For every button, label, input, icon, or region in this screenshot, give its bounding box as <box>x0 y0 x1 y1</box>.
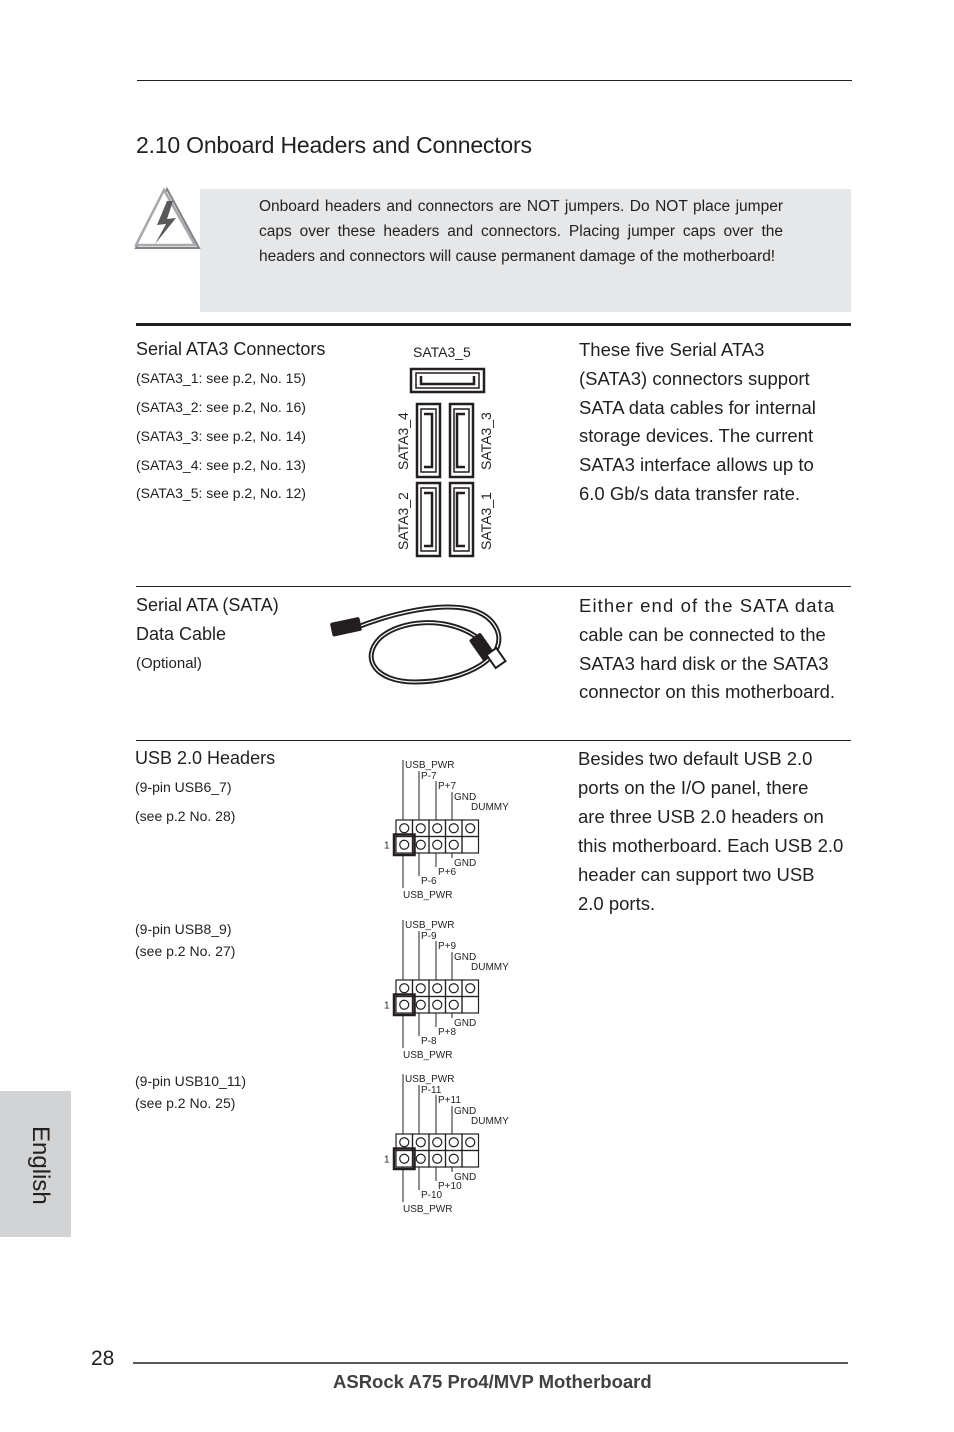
usb-pin <box>449 840 458 849</box>
usb-top-pin-label: USB_PWR <box>405 920 455 931</box>
usb-bottom-pin-label: P-8 <box>421 1036 437 1047</box>
usb8-9-header-diagram <box>380 918 530 1064</box>
usb-header-see: (see p.2 No. 25) <box>135 1095 236 1111</box>
usb-pin-cell <box>462 997 479 1014</box>
usb-pin-cell <box>446 980 463 997</box>
sata3-ref: (SATA3_2: see p.2, No. 16) <box>136 399 306 415</box>
usb-pin <box>466 824 475 833</box>
usb-title: USB 2.0 Headers <box>135 748 276 768</box>
usb-pin <box>400 1138 409 1147</box>
usb-pin <box>400 1000 409 1009</box>
usb-pin1-label: 1 <box>384 840 390 852</box>
usb-top-pin-label: DUMMY <box>471 802 509 813</box>
usb-top-pin-label: P-7 <box>421 771 437 782</box>
usb-bottom-pin-label: P-10 <box>421 1190 443 1201</box>
usb-pin <box>416 1154 425 1163</box>
footer-product: ASRock A75 Pro4/MVP Motherboard <box>333 1371 652 1392</box>
usb-pin <box>449 1138 458 1147</box>
cable-desc-line: Either end of the SATA data <box>579 595 836 616</box>
sata3-5-label: SATA3_5 <box>413 344 471 360</box>
usb-top-pin-label: P+7 <box>438 781 457 792</box>
usb-bottom-pin-label: P+10 <box>438 1181 462 1192</box>
usb-pin <box>449 984 458 993</box>
sata3-ref: (SATA3_3: see p.2, No. 14) <box>136 428 306 444</box>
cable-desc-line: cable can be connected to the <box>579 624 826 645</box>
divider <box>136 740 851 741</box>
warning-lightning-icon <box>133 186 203 252</box>
sata3-1-label: SATA3_1 <box>478 492 494 550</box>
usb-pin-cell <box>429 820 446 837</box>
usb-pin1-marker <box>394 835 415 856</box>
usb-pin1-label: 1 <box>384 1154 390 1166</box>
sata3-desc-line: 6.0 Gb/s data transfer rate. <box>579 483 801 504</box>
usb-bottom-pin-label: GND <box>454 858 477 869</box>
sata3-title: Serial ATA3 Connectors <box>136 339 326 359</box>
usb-pin <box>416 984 425 993</box>
usb-pin1-marker <box>394 1149 415 1170</box>
usb-pin <box>416 840 425 849</box>
usb-pin-cell <box>396 1151 413 1168</box>
sata3-1-connector <box>450 483 473 556</box>
usb-top-pin-label: P-11 <box>421 1085 442 1096</box>
usb-pin-cell <box>446 997 463 1014</box>
usb-pin-cell <box>446 820 463 837</box>
usb-bottom-pin-label: GND <box>454 1018 477 1029</box>
usb-pin-cell <box>462 980 479 997</box>
usb-top-pin-label: DUMMY <box>471 962 509 973</box>
usb-top-pin-label: USB_PWR <box>405 1074 455 1085</box>
usb6-7-header-diagram <box>380 758 530 904</box>
sata3-4-connector <box>417 404 440 477</box>
sata3-3-connector <box>450 404 473 477</box>
usb-pin <box>433 1000 442 1009</box>
usb-pin-cell <box>429 997 446 1014</box>
cable-optional: (Optional) <box>136 655 202 672</box>
usb-header-pin: (9-pin USB8_9) <box>135 921 232 937</box>
usb-pin-cell <box>446 1151 463 1168</box>
usb-pin <box>433 1138 442 1147</box>
usb-desc-line: header can support two USB <box>578 864 815 885</box>
usb-top-pin-label: DUMMY <box>471 1116 509 1127</box>
sata3-4-label: SATA3_4 <box>395 412 411 470</box>
usb-top-pin-label: GND <box>454 792 477 803</box>
usb-pin <box>400 984 409 993</box>
usb-bottom-pin-label: P+8 <box>438 1027 457 1038</box>
sata-cable-image <box>325 598 525 690</box>
sata3-desc-line: These five Serial ATA3 <box>579 339 765 360</box>
sata3-2-label: SATA3_2 <box>395 492 411 550</box>
usb-top-pin-label: GND <box>454 952 477 963</box>
usb-pin <box>433 824 442 833</box>
usb-top-pin-label: P+11 <box>438 1095 461 1106</box>
usb-pin <box>416 1000 425 1009</box>
usb-desc-line: Besides two default USB 2.0 <box>578 748 813 769</box>
usb-pin <box>449 824 458 833</box>
usb-desc-line: 2.0 ports. <box>578 893 656 914</box>
usb-desc-line: this motherboard. Each USB 2.0 <box>578 835 844 856</box>
page-number: 28 <box>91 1347 115 1370</box>
usb10-11-header-diagram <box>380 1072 530 1218</box>
usb-bottom-pin-label: USB_PWR <box>403 890 453 901</box>
cable-desc-line: connector on this motherboard. <box>579 681 836 702</box>
footer-rule <box>133 1362 848 1364</box>
cable-title: Serial ATA (SATA) <box>136 595 279 615</box>
usb-desc-line: ports on the I/O panel, there <box>578 777 809 798</box>
usb-pin <box>400 1154 409 1163</box>
usb-header-pin: (9-pin USB6_7) <box>135 779 232 795</box>
sata3-ref: (SATA3_4: see p.2, No. 13) <box>136 457 306 473</box>
usb-top-pin-label: P+9 <box>438 941 457 952</box>
usb-pin-cell <box>396 997 413 1014</box>
usb-pin-cell <box>462 1134 479 1151</box>
usb-header-see: (see p.2 No. 28) <box>135 808 236 824</box>
usb-bottom-pin-label: GND <box>454 1172 477 1183</box>
sata3-2-connector <box>417 483 440 556</box>
usb-pin-cell <box>429 1151 446 1168</box>
usb-pin <box>466 984 475 993</box>
usb-pin1-marker <box>394 995 415 1016</box>
usb-pin-cell <box>429 980 446 997</box>
usb-bottom-pin-label: USB_PWR <box>403 1204 453 1215</box>
usb-pin <box>449 1154 458 1163</box>
language-label: English <box>27 1126 54 1205</box>
usb-pin <box>400 840 409 849</box>
usb-header-see: (see p.2 No. 27) <box>135 943 236 959</box>
usb-pin-cell <box>446 837 463 854</box>
sata3-5-connector <box>411 369 484 392</box>
sata3-3-label: SATA3_3 <box>478 412 494 470</box>
sata3-desc-line: storage devices. The current <box>579 425 814 446</box>
usb-bottom-pin-label: P-6 <box>421 876 437 887</box>
usb-pin-cell <box>429 1134 446 1151</box>
usb-pin <box>400 824 409 833</box>
usb-pin <box>433 840 442 849</box>
usb-pin-cell <box>462 1151 479 1168</box>
top-rule <box>137 80 852 81</box>
usb-pin-cell <box>396 837 413 854</box>
sata3-ref: (SATA3_1: see p.2, No. 15) <box>136 370 306 386</box>
usb-pin <box>449 1000 458 1009</box>
usb-header-pin: (9-pin USB10_11) <box>135 1073 247 1089</box>
usb-pin-cell <box>462 837 479 854</box>
usb-pin-cell <box>462 820 479 837</box>
usb-pin <box>433 984 442 993</box>
usb-top-pin-label: P-9 <box>421 931 437 942</box>
usb-bottom-pin-label: P+6 <box>438 867 457 878</box>
section-title: 2.10 Onboard Headers and Connectors <box>136 132 532 158</box>
usb-top-pin-label: GND <box>454 1106 477 1117</box>
sata3-desc-line: SATA data cables for internal <box>579 397 816 418</box>
usb-pin-cell <box>446 1134 463 1151</box>
usb-pin <box>416 1138 425 1147</box>
sata3-ref: (SATA3_5: see p.2, No. 12) <box>136 485 306 501</box>
usb-pin <box>416 824 425 833</box>
section-rule <box>136 323 851 326</box>
usb-pin-cell <box>429 837 446 854</box>
sata3-connector-diagram <box>390 340 500 560</box>
usb-top-pin-label: USB_PWR <box>405 760 455 771</box>
warning-text: Onboard headers and connectors are NOT jumpers. Do NOT place jumper caps over these headers and connectors. Placing jumper caps over the headers and connectors will cause permanent damage of the motherboard! <box>259 198 783 265</box>
divider <box>136 586 851 587</box>
cable-desc-line: SATA3 hard disk or the SATA3 <box>579 653 829 674</box>
sata3-desc-line: (SATA3) connectors support <box>579 368 810 389</box>
usb-pin <box>433 1154 442 1163</box>
sata3-desc-line: SATA3 interface allows up to <box>579 454 814 475</box>
usb-desc-line: are three USB 2.0 headers on <box>578 806 824 827</box>
usb-bottom-pin-label: USB_PWR <box>403 1050 453 1061</box>
cable-title-2: Data Cable <box>136 624 227 644</box>
usb-pin <box>466 1138 475 1147</box>
usb-pin1-label: 1 <box>384 1000 390 1012</box>
